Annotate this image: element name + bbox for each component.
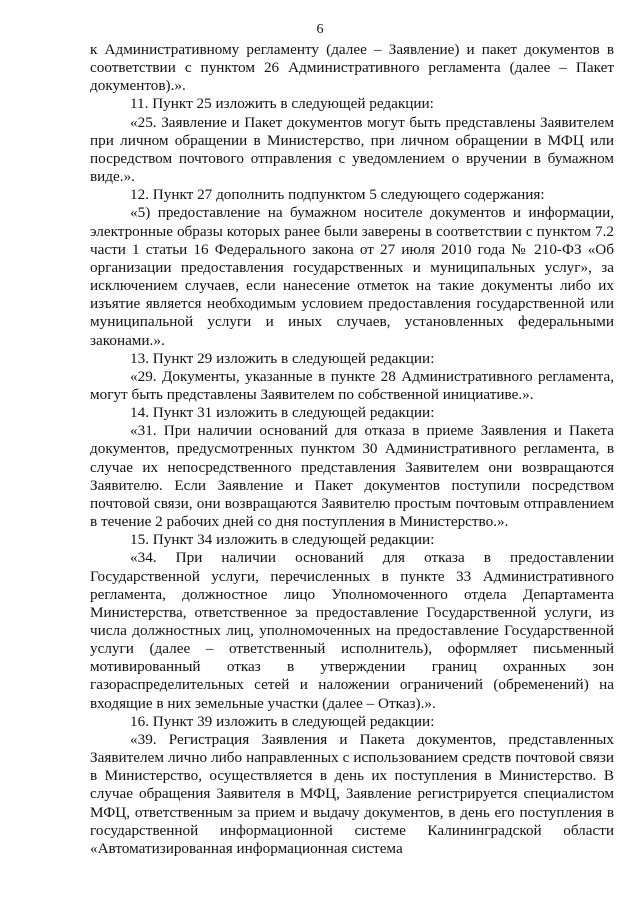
paragraph: 13. Пункт 29 изложить в следующей редакции: [130, 349, 435, 367]
paragraph: к Административному регламенту (далее – Заявление) и пакет документов в соответствии с пунктом 26 Административного регламента (далее – Пакет документов).». [90, 41, 614, 95]
document-body [90, 41, 614, 858]
paragraph: «25. Заявление и Пакет документов могут быть представлены Заявителем при личном обращении в Министерство, при личном обращении в МФЦ или посредством почтового отправления с уведомлением о вручении в бумажном виде.». [90, 113, 614, 186]
paragraph: 12. Пункт 27 дополнить подпунктом 5 следующего содержания: [130, 186, 545, 204]
paragraph: «5) предоставление на бумажном носителе документов и информации, электронные образы которых ранее были заверены в соответствии с пунктом 7.2 части 1 статьи 16 Федерального закона от 27 июля 2010 года № 210-ФЗ «Об организации предоставления государственных и муниципальных услуг», за исключением случаев, если нанесение отметок на такие документы либо их изъятие является необходимым условием предоставления государственной или муниципальной услуги и иных случаев, установленных федеральными законами.». [90, 204, 614, 349]
paragraph: 16. Пункт 39 изложить в следующей редакции: [130, 712, 435, 730]
paragraph: «29. Документы, указанные в пункте 28 Административного регламента, могут быть представлены Заявителем по собственной инициативе.». [90, 367, 614, 403]
paragraph: «31. При наличии оснований для отказа в приеме Заявления и Пакета документов, предусмотренных пунктом 30 Административного регламента, в случае их непосредственного представления Заявителем они возвращаются Заявителю. Если Заявление и Пакет документов поступили посредством почтовой связи, они возвращаются Заявителю простым почтовым отправлением в течение 2 рабочих дней со дня поступления в Министерство.». [90, 422, 614, 531]
paragraph: «39. Регистрация Заявления и Пакета документов, представленных Заявителем лично либо направленных с использованием средств почтовой связи в Министерство, осуществляется в день их поступления в Министерство. В случае обращения Заявителя в МФЦ, Заявление регистрируется специалистом МФЦ, ответственным за прием и выдачу документов, в день его поступления в государственной информационной системе Калининградской области «Автоматизированная информационная система [90, 730, 614, 857]
paragraph: «34. При наличии оснований для отказа в предоставлении Государственной услуги, перечисленных в пункте 33 Административного регламента, должностное лицо Уполномоченного отдела Департамента Министерства, ответственное за предоставление Государственной услуги, из числа должностных лиц, уполномоченных на предоставление Государственной услуги (далее – ответственный исполнитель), оформляет письменный мотивированный отказ в утверждении границ охранных зон газораспределительных сетей и наложении ограничений (обременений) на входящие в них земельные участки (далее – Отказ).». [90, 549, 614, 712]
paragraph: 15. Пункт 34 изложить в следующей редакции: [130, 531, 435, 549]
page-number: 6 [316, 22, 324, 37]
paragraph: 14. Пункт 31 изложить в следующей редакции: [130, 404, 435, 422]
paragraph: 11. Пункт 25 изложить в следующей редакции: [130, 95, 434, 113]
